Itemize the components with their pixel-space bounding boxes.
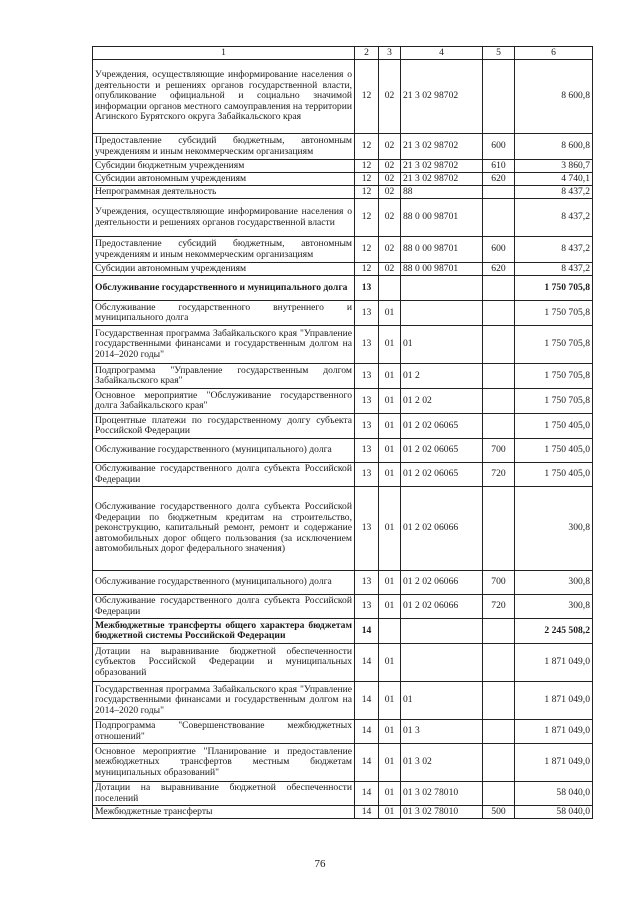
table-row (93, 160, 593, 173)
cell-target-code: 21 3 02 98702 (401, 60, 483, 134)
cell-section: 12 (355, 60, 379, 134)
cell-target-code: 01 2 02 06065 (401, 439, 483, 463)
cell-expense-type (483, 414, 515, 439)
cell-section: 14 (355, 619, 379, 644)
cell-section: 14 (355, 682, 379, 720)
cell-section: 13 (355, 326, 379, 364)
cell-section: 13 (355, 414, 379, 439)
cell-description: Межбюджетные трансферты общего характера бюджетам бюджетной системы Российской Федерации (93, 619, 355, 644)
cell-amount: 1 750 705,8 (515, 389, 593, 414)
table-row (93, 782, 593, 806)
cell-section: 12 (355, 237, 379, 263)
cell-subsection: 02 (379, 60, 401, 134)
cell-subsection: 01 (379, 720, 401, 744)
cell-section: 13 (355, 487, 379, 571)
cell-amount: 1 871 049,0 (515, 720, 593, 744)
table-row (93, 134, 593, 160)
cell-amount: 1 871 049,0 (515, 644, 593, 682)
cell-section: 13 (355, 439, 379, 463)
cell-description: Государственная программа Забайкальского края "Управление государственными финансами и государственным долгом на 2014–2020 годы" (93, 682, 355, 720)
table-body (93, 60, 593, 819)
cell-section: 14 (355, 806, 379, 819)
cell-amount: 1 750 705,8 (515, 301, 593, 326)
budget-table (92, 46, 593, 819)
cell-amount: 1 871 049,0 (515, 744, 593, 782)
cell-amount: 1 750 405,0 (515, 439, 593, 463)
cell-subsection: 02 (379, 237, 401, 263)
cell-target-code: 88 0 00 98701 (401, 237, 483, 263)
cell-amount: 4 740,1 (515, 173, 593, 186)
cell-target-code (401, 276, 483, 301)
cell-expense-type: 620 (483, 173, 515, 186)
table-row (93, 199, 593, 237)
cell-target-code: 01 3 02 78010 (401, 782, 483, 806)
cell-subsection: 02 (379, 199, 401, 237)
cell-target-code: 01 2 02 06066 (401, 487, 483, 571)
table-row (93, 571, 593, 595)
cell-description: Межбюджетные трансферты (93, 806, 355, 819)
cell-section: 13 (355, 389, 379, 414)
cell-section: 13 (355, 301, 379, 326)
cell-target-code: 21 3 02 98702 (401, 173, 483, 186)
cell-description: Дотации на выравнивание бюджетной обеспеченности субъектов Российской Федерации и муниципальных образований (93, 644, 355, 682)
table-row (93, 173, 593, 186)
cell-subsection: 02 (379, 160, 401, 173)
cell-subsection (379, 276, 401, 301)
table-row (93, 439, 593, 463)
cell-subsection: 01 (379, 389, 401, 414)
cell-amount: 1 750 705,8 (515, 276, 593, 301)
cell-expense-type: 720 (483, 463, 515, 487)
cell-target-code: 88 0 00 98701 (401, 263, 483, 276)
header-cell: 4 (401, 47, 483, 60)
cell-target-code (401, 644, 483, 682)
cell-subsection: 01 (379, 644, 401, 682)
cell-section: 14 (355, 782, 379, 806)
cell-amount: 8 437,2 (515, 237, 593, 263)
table-row (93, 301, 593, 326)
cell-amount: 58 040,0 (515, 782, 593, 806)
cell-section: 14 (355, 720, 379, 744)
cell-expense-type: 500 (483, 806, 515, 819)
cell-expense-type: 700 (483, 571, 515, 595)
cell-subsection: 01 (379, 326, 401, 364)
cell-expense-type (483, 276, 515, 301)
table-row (93, 364, 593, 389)
table-row (93, 326, 593, 364)
cell-amount: 8 437,2 (515, 199, 593, 237)
cell-target-code: 01 3 02 (401, 744, 483, 782)
cell-amount: 2 245 508,2 (515, 619, 593, 644)
cell-section: 12 (355, 263, 379, 276)
cell-description: Предоставление субсидий бюджетным, автономным учреждениям и иным некоммерческим организациям (93, 134, 355, 160)
cell-expense-type: 700 (483, 439, 515, 463)
table-row (93, 414, 593, 439)
header-cell: 3 (379, 47, 401, 60)
cell-expense-type: 720 (483, 595, 515, 619)
cell-description: Государственная программа Забайкальского края "Управление государственными финансами и государственным долгом на 2014–2020 годы" (93, 326, 355, 364)
table-row (93, 806, 593, 819)
cell-expense-type (483, 301, 515, 326)
cell-expense-type (483, 619, 515, 644)
header-cell: 2 (355, 47, 379, 60)
table-row (93, 744, 593, 782)
cell-description: Учреждения, осуществляющие информирование населения о деятельности и решениях органов государственной власти, опубликование официальной и социально значимой информации органов местного самоуправления на территории Агинского Бурятского округа Забайкальского края (93, 60, 355, 134)
cell-amount: 8 600,8 (515, 134, 593, 160)
cell-description: Субсидии автономным учреждениям (93, 173, 355, 186)
header-row (93, 47, 593, 60)
cell-target-code: 01 (401, 682, 483, 720)
cell-amount: 1 750 405,0 (515, 414, 593, 439)
table-row (93, 595, 593, 619)
cell-section: 14 (355, 744, 379, 782)
cell-target-code: 01 2 02 06066 (401, 571, 483, 595)
cell-description: Обслуживание государственного долга субъекта Российской Федерации (93, 463, 355, 487)
cell-subsection: 01 (379, 571, 401, 595)
cell-description: Подпрограмма "Совершенствование межбюджетных отношений" (93, 720, 355, 744)
cell-subsection: 01 (379, 744, 401, 782)
cell-expense-type (483, 682, 515, 720)
cell-description: Подпрограмма "Управление государственным долгом Забайкальского края" (93, 364, 355, 389)
cell-section: 13 (355, 571, 379, 595)
cell-target-code: 01 (401, 326, 483, 364)
cell-section: 14 (355, 644, 379, 682)
table-row (93, 237, 593, 263)
cell-expense-type: 610 (483, 160, 515, 173)
cell-amount: 1 871 049,0 (515, 682, 593, 720)
cell-subsection: 01 (379, 414, 401, 439)
cell-target-code: 01 2 02 06065 (401, 414, 483, 439)
table-row (93, 263, 593, 276)
cell-subsection: 02 (379, 186, 401, 199)
cell-target-code: 01 2 02 (401, 389, 483, 414)
cell-expense-type (483, 186, 515, 199)
cell-subsection: 01 (379, 806, 401, 819)
cell-amount: 1 750 705,8 (515, 364, 593, 389)
table-row (93, 619, 593, 644)
cell-section: 13 (355, 595, 379, 619)
cell-amount: 8 437,2 (515, 186, 593, 199)
cell-subsection: 01 (379, 463, 401, 487)
cell-description: Субсидии бюджетным учреждениям (93, 160, 355, 173)
cell-target-code: 01 3 02 78010 (401, 806, 483, 819)
table-row (93, 487, 593, 571)
cell-section: 13 (355, 276, 379, 301)
table-row (93, 682, 593, 720)
cell-description: Обслуживание государственного (муниципального) долга (93, 439, 355, 463)
cell-amount: 300,8 (515, 487, 593, 571)
cell-subsection: 01 (379, 487, 401, 571)
cell-target-code (401, 301, 483, 326)
cell-amount: 8 437,2 (515, 263, 593, 276)
cell-section: 13 (355, 364, 379, 389)
cell-expense-type (483, 364, 515, 389)
table-row (93, 463, 593, 487)
cell-description: Процентные платежи по государственному долгу субъекта Российской Федерации (93, 414, 355, 439)
cell-description: Обслуживание государственного долга субъекта Российской Федерации по бюджетным кредитам на строительство, реконструкцию, капитальный ремонт, ремонт и содержание автомобильных дорог общего пользования (за исключением автомобильных дорог федерального значения) (93, 487, 355, 571)
cell-expense-type (483, 782, 515, 806)
table-row (93, 60, 593, 134)
cell-amount: 300,8 (515, 595, 593, 619)
cell-expense-type: 620 (483, 263, 515, 276)
cell-target-code: 88 (401, 186, 483, 199)
cell-section: 12 (355, 160, 379, 173)
cell-section: 12 (355, 173, 379, 186)
cell-subsection: 02 (379, 263, 401, 276)
cell-expense-type (483, 644, 515, 682)
cell-description: Непрограммная деятельность (93, 186, 355, 199)
cell-expense-type: 600 (483, 134, 515, 160)
table-row (93, 389, 593, 414)
cell-target-code: 01 2 02 06066 (401, 595, 483, 619)
budget-table-container (92, 46, 592, 819)
cell-description: Основное мероприятие "Планирование и предоставление межбюджетных трансфертов местным бюджетам муниципальных образований" (93, 744, 355, 782)
cell-amount: 1 750 705,8 (515, 326, 593, 364)
cell-description: Обслуживание государственного и муниципального долга (93, 276, 355, 301)
cell-target-code: 88 0 00 98701 (401, 199, 483, 237)
cell-description: Обслуживание государственного долга субъекта Российской Федерации (93, 595, 355, 619)
cell-section: 13 (355, 463, 379, 487)
cell-subsection: 01 (379, 301, 401, 326)
table-row (93, 720, 593, 744)
cell-description: Обслуживание государственного (муниципального) долга (93, 571, 355, 595)
cell-amount: 1 750 405,0 (515, 463, 593, 487)
cell-subsection: 01 (379, 682, 401, 720)
cell-amount: 58 040,0 (515, 806, 593, 819)
cell-expense-type (483, 744, 515, 782)
cell-subsection: 01 (379, 782, 401, 806)
cell-section: 12 (355, 199, 379, 237)
cell-description: Субсидии автономным учреждениям (93, 263, 355, 276)
cell-target-code: 21 3 02 98702 (401, 134, 483, 160)
cell-description: Предоставление субсидий бюджетным, автономным учреждениям и иным некоммерческим организациям (93, 237, 355, 263)
cell-expense-type (483, 389, 515, 414)
cell-section: 12 (355, 186, 379, 199)
cell-subsection: 01 (379, 364, 401, 389)
header-cell: 5 (483, 47, 515, 60)
cell-subsection: 02 (379, 134, 401, 160)
cell-target-code: 01 3 (401, 720, 483, 744)
cell-subsection: 01 (379, 595, 401, 619)
cell-expense-type (483, 199, 515, 237)
cell-section: 12 (355, 134, 379, 160)
cell-subsection (379, 619, 401, 644)
page-number: 76 (314, 858, 326, 870)
cell-description: Обслуживание государственного внутреннего и муниципального долга (93, 301, 355, 326)
cell-description: Учреждения, осуществляющие информирование населения о деятельности и решениях органов государственной власти (93, 199, 355, 237)
cell-expense-type (483, 720, 515, 744)
cell-amount: 300,8 (515, 571, 593, 595)
cell-target-code (401, 619, 483, 644)
cell-target-code: 21 3 02 98702 (401, 160, 483, 173)
cell-amount: 3 860,7 (515, 160, 593, 173)
cell-expense-type (483, 487, 515, 571)
cell-subsection: 02 (379, 173, 401, 186)
table-row (93, 276, 593, 301)
cell-amount: 8 600,8 (515, 60, 593, 134)
cell-subsection: 01 (379, 439, 401, 463)
table-row (93, 644, 593, 682)
cell-target-code: 01 2 (401, 364, 483, 389)
header-cell: 6 (515, 47, 593, 60)
cell-description: Основное мероприятие "Обслуживание государственного долга Забайкальского края" (93, 389, 355, 414)
table-row (93, 186, 593, 199)
header-cell: 1 (93, 47, 355, 60)
cell-expense-type (483, 326, 515, 364)
cell-expense-type: 600 (483, 237, 515, 263)
cell-target-code: 01 2 02 06065 (401, 463, 483, 487)
cell-description: Дотации на выравнивание бюджетной обеспеченности поселений (93, 782, 355, 806)
cell-expense-type (483, 60, 515, 134)
